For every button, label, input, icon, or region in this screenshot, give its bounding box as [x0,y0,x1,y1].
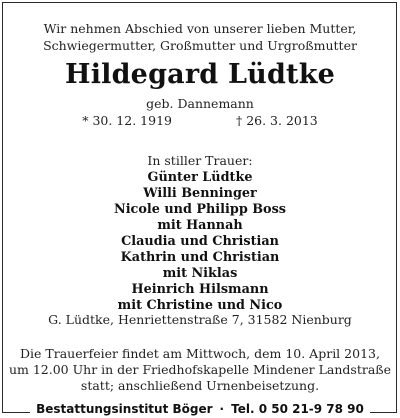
life-dates [0,113,400,129]
mourning-intro: In stiller Trauer: [147,153,253,168]
service-line-1: Die Trauerfeier findet am Mittwoch, dem 10. April 2013, [20,346,380,361]
mourner-line: Heinrich Hilsmann [131,282,269,297]
mourner-line: Willi Benninger [143,186,257,201]
mourner-line: Günter Lüdtke [147,170,253,185]
mourner-line: Claudia und Christian [121,234,279,249]
service-line-2: um 12.00 Uhr in der Friedhofskapelle Mindener Landstraße [8,362,392,377]
intro-line-1: Wir nehmen Abschied von unserer lieben Mutter, [43,21,357,36]
service-line-3: statt; anschließend Urnenbeisetzung. [80,378,320,393]
family-address: G. Lüdtke, Henriettenstraße 7, 31582 Nienburg [48,312,352,327]
birth-date: * 30. 12. 1919 [82,113,172,128]
birth-name: geb. Dannemann [146,96,254,111]
funeral-home-name: Bestattungsinstitut Böger [36,402,213,416]
deceased-name: Hildegard Lüdtke [64,59,335,90]
funeral-home-phone: Tel. 0 50 21-9 78 90 [231,402,364,416]
mourner-line: mit Christine und Nico [117,298,283,313]
mourner-line: mit Hannah [157,218,243,233]
mourner-line: mit Niklas [162,266,238,281]
intro-line-2: Schwiegermutter, Großmutter und Urgroßmutter [43,38,357,53]
mourner-line: Kathrin und Christian [120,250,280,265]
mourner-line: Nicole und Philipp Boss [114,202,286,217]
footer-separator: · [219,402,225,416]
death-date: † 26. 3. 2013 [235,113,318,128]
funeral-home-footer [30,402,370,418]
